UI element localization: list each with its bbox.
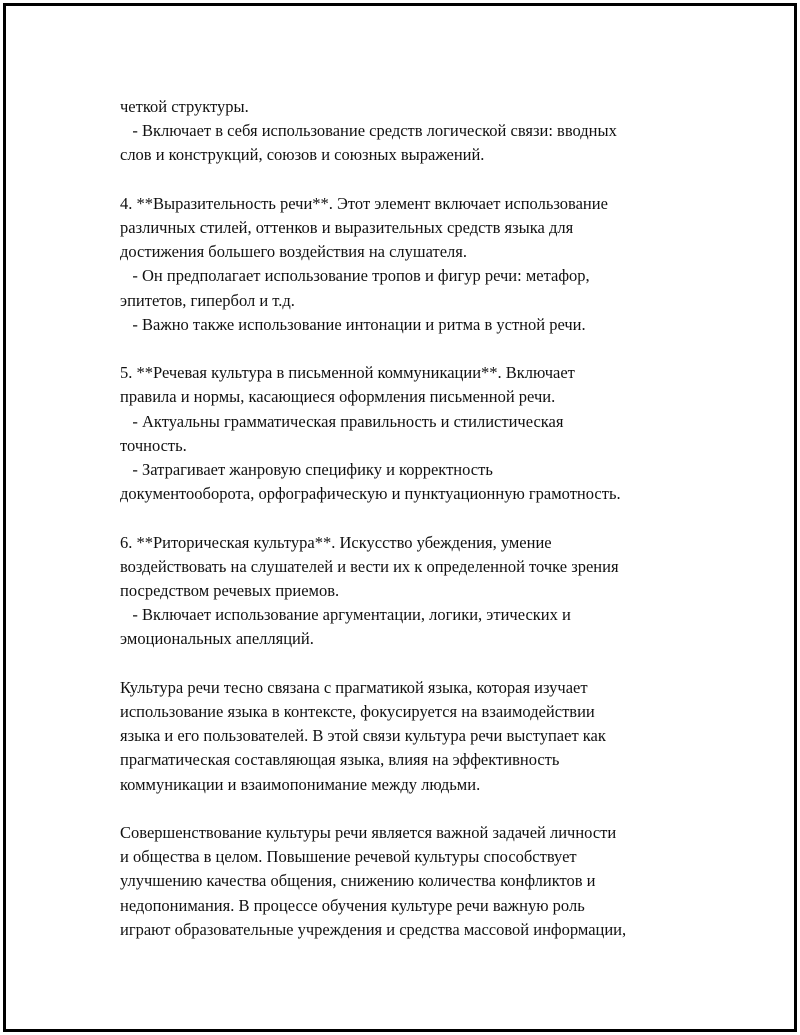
text-line: и общества в целом. Повышение речевой культуры способствует — [120, 847, 577, 867]
text-line: 6. **Риторическая культура**. Искусство убеждения, умение — [120, 532, 552, 552]
text-line: - Включает использование аргументации, логики, этических и — [120, 605, 571, 625]
text-line: четкой структуры. — [120, 97, 249, 116]
text-line: - Он предполагает использование тропов и фигур речи: метафор, — [120, 266, 590, 286]
text-line: недопонимания. В процессе обучения культуре речи важную роль — [120, 895, 585, 915]
text-line: эмоциональных апелляций. — [120, 629, 314, 649]
text-line: улучшению качества общения, снижению количества конфликтов и — [120, 871, 596, 891]
text-line: правила и нормы, касающиеся оформления письменной речи. — [120, 387, 556, 407]
text-line: 5. **Речевая культура в письменной коммуникации**. Включает — [120, 363, 575, 383]
text-line: - Включает в себя использование средств логической связи: вводных — [120, 121, 617, 141]
text-line: точность. — [120, 435, 187, 455]
text-line: достижения большего воздействия на слушателя. — [120, 242, 467, 262]
text-line: слов и конструкций, союзов и союзных выражений. — [120, 145, 485, 165]
text-line: различных стилей, оттенков и выразительных средств языка для — [120, 218, 574, 237]
document-text — [6, 6, 794, 1029]
text-line: - Актуальны грамматическая правильность и стилистическая — [120, 411, 564, 431]
text-line: прагматическая составляющая языка, влияя на эффективность — [120, 750, 560, 770]
document-page — [3, 3, 797, 1032]
text-line: воздействовать на слушателей и вести их к определенной точке зрения — [120, 556, 619, 576]
text-line: посредством речевых приемов. — [120, 581, 340, 600]
text-line: эпитетов, гипербол и т.д. — [120, 290, 295, 310]
text-line: 4. **Выразительность речи**. Этот элемент включает использование — [120, 193, 608, 213]
text-line: играют образовательные учреждения и средства массовой информации, — [120, 919, 627, 939]
text-line: коммуникации и взаимопонимание между людьми. — [120, 774, 481, 794]
text-line: языка и его пользователей. В этой связи культура речи выступает как — [120, 726, 606, 746]
text-line: использование языка в контексте, фокусируется на взаимодействии — [120, 702, 595, 721]
text-line: - Важно также использование интонации и ритма в устной речи. — [120, 314, 586, 334]
text-line: Совершенствование культуры речи является важной задачей личности — [120, 823, 617, 842]
text-line: документооборота, орфографическую и пунктуационную грамотность. — [120, 484, 621, 504]
text-line: Культура речи тесно связана с прагматикой языка, которая изучает — [120, 677, 588, 697]
text-line: - Затрагивает жанровую специфику и корректность — [120, 460, 493, 479]
